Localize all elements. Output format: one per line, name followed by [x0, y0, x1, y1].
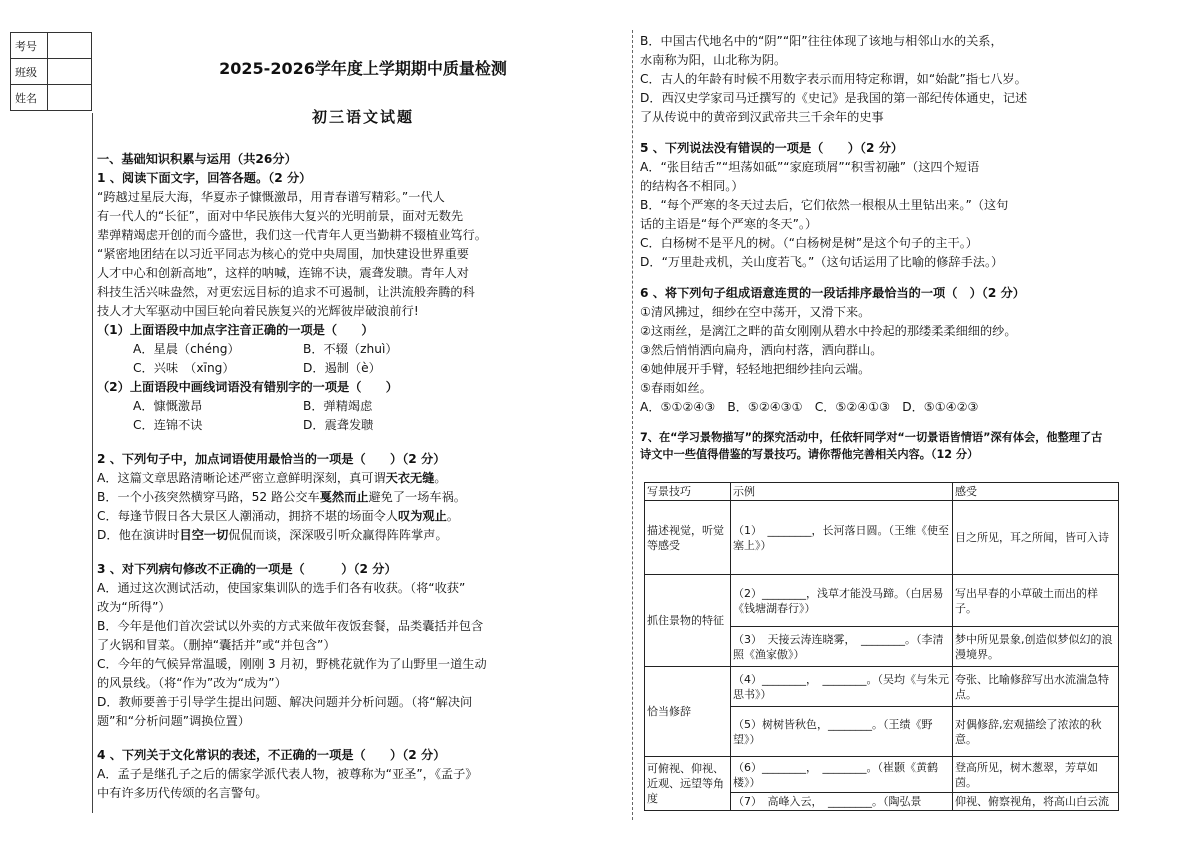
table-header-cell: 写景技巧 [645, 483, 731, 501]
option[interactable]: A．慷慨激昂 [133, 399, 203, 413]
option[interactable]: D．遏制（è） [303, 361, 381, 375]
feeling-cell: 对偶修辞,宏观描绘了浓浓的秋意。 [953, 707, 1119, 757]
question-1-heading: 1 、阅读下面文字，回答各题。（2 分） [97, 171, 312, 185]
option[interactable]: C．兴味 （xīng） [133, 361, 235, 375]
option-line: 话的主语是“每个严寒的冬天”。） [640, 217, 818, 231]
feeling-cell: 夸张、比喻修辞写出水流湍急特点。 [953, 667, 1119, 707]
passage-line: 有一代人的“长征”，面对中华民族伟大复兴的光明前景，面对无数先 [97, 209, 464, 223]
option-row [97, 397, 629, 416]
exam-title: 2025-2026学年度上学期期中质量检测 [219, 59, 507, 78]
feeling-cell: 目之所见，耳之所闻，皆可入诗 [953, 501, 1119, 575]
option-line[interactable]: D．西汉史学家司马迁撰写的《史记》是我国的第一部纪传体通史，记述 [640, 91, 1028, 105]
passage-line: 人才中心和创新高地”，这样的呐喊，连锦不诀，震聋发聩。青年人对 [97, 266, 469, 280]
option-row [97, 416, 629, 435]
class-field[interactable] [48, 59, 92, 85]
example-cell[interactable]: （5）树树皆秋色，________。（王绩《野望》） [731, 707, 953, 757]
dotted-word: 叹为观止 [398, 509, 447, 523]
passage-line: “跨越过星辰大海，华夏赤子慷慨激昂，用青春谱写精彩。”一代人 [97, 190, 445, 204]
column-divider [632, 30, 633, 820]
question-7-heading: 7、在“学习景物描写”的探究活动中，任依轩同学对“一切景语皆情语”深有体会，他整理了古 [640, 431, 1103, 444]
option-line[interactable]: C．白杨树不是平凡的树。（“白杨树是树”是这个句子的主干。） [640, 236, 978, 250]
technique-cell: 描述视觉，听觉等感受 [645, 501, 731, 575]
name-label: 姓名 [11, 85, 48, 111]
option-row [97, 359, 629, 378]
question-1-sub2: （2）上面语段中画线词语没有错别字的一项是（ ） [97, 380, 398, 394]
option[interactable]: B．弹精竭虑 [303, 399, 373, 413]
example-cell[interactable]: （3） 天接云涛连晓雾， ________。（李清照《渔家傲》） [731, 627, 953, 667]
option-line[interactable]: D．“万里赴戎机，关山度若飞。”（这句话运用了比喻的修辞手法。） [640, 255, 1004, 269]
option-line[interactable]: C．今年的气候异常温暖，刚刚 3 月初，野桃花就作为了山野里一道生动 [97, 657, 487, 671]
option-line: 了从传说中的黄帝到汉武帝共三千余年的史事 [640, 110, 884, 124]
option[interactable]: B．不辍（zhuì） [303, 342, 398, 356]
table-row [645, 757, 1119, 793]
option[interactable]: D．震聋发聩 [303, 418, 374, 432]
question-1-sub1: （1）上面语段中加点字注音正确的一项是（ ） [97, 323, 374, 337]
option-line: 改为“所得”） [97, 600, 171, 614]
option-line: 了火锅和冒菜。（删掉“囊括并”或“并包含”） [97, 638, 336, 652]
example-cell[interactable]: （6）________， ________。（崔颢《黄鹤楼》） [731, 757, 953, 793]
right-column [640, 32, 1170, 463]
table-header-cell: 感受 [953, 483, 1119, 501]
question-1-passage [97, 188, 629, 321]
class-label: 班级 [11, 59, 48, 85]
technique-cell: 可俯视、仰视、近观、远望等角度 [645, 757, 731, 811]
feeling-cell: 登高所见，树木葱翠，芳草如茵。 [953, 757, 1119, 793]
question-5-heading: 5 、下列说法没有错误的一项是（ ）（2 分） [640, 141, 904, 155]
sentence-line: ④她伸展开手臂，轻轻地把细纱挂向云端。 [640, 362, 871, 376]
example-cell[interactable]: （4）________， ________。（吴均《与朱元思书》） [731, 667, 953, 707]
option[interactable]: C．每逢节假日各大景区人潮涌动，拥挤不堪的场面令人叹为观止。 [97, 509, 459, 523]
feeling-cell: 写出早春的小草破土而出的样子。 [953, 575, 1119, 627]
name-field[interactable] [48, 85, 92, 111]
exam-subtitle: 初三语文试题 [311, 108, 414, 126]
feeling-cell: 梦中所见景象,创造似梦似幻的浪漫境界。 [953, 627, 1119, 667]
dotted-word: 目空一切 [179, 528, 229, 542]
scenery-techniques-table [644, 482, 1119, 811]
option-line[interactable]: B．中国古代地名中的“阴”“阳”往往体现了该地与相邻山水的关系， [640, 34, 1003, 48]
table-row [645, 501, 1119, 575]
passage-line: 科技生活兴味盎然，对更宏远目标的追求不可遏制，让洪流般奔腾的科 [97, 285, 475, 299]
option[interactable]: A．星晨（chéng） [133, 342, 240, 356]
student-info-box [10, 32, 92, 111]
question-4-heading: 4 、下列关于文化常识的表述，不正确的一项是（ ）（2 分） [97, 748, 446, 762]
dotted-word: 戛然而止 [319, 490, 369, 504]
option-line[interactable]: B．今年是他们首次尝试以外卖的方式来做年夜饭套餐，品类囊括并包含 [97, 619, 484, 633]
table-row [645, 667, 1119, 707]
option-line[interactable]: C．古人的年龄有时候不用数字表示而用特定称谓，如“始龀”指七八岁。 [640, 72, 1027, 86]
exam-number-label: 考号 [11, 33, 48, 59]
sentence-line: ⑤春雨如丝。 [640, 381, 712, 395]
option-line: 水南称为阳，山北称为阴。 [640, 53, 787, 67]
option[interactable]: A．这篇文章思路清晰论述严密立意鲜明深刻，真可谓天衣无缝。 [97, 471, 447, 485]
example-cell[interactable]: （1） ________，长河落日圆。（王维《使至塞上》） [731, 501, 953, 575]
option-line[interactable]: B．“每个严寒的冬天过去后，它们依然一根根从土里钻出来。”（这句 [640, 198, 1009, 212]
table-row [645, 575, 1119, 627]
option-line: 中有许多历代传颂的名言警句。 [97, 786, 268, 800]
sentence-line: ③然后悄悄洒向扁舟，洒向村落，洒向群山。 [640, 343, 883, 357]
option-line: 的风景线。（将“作为”改为“成为”） [97, 676, 287, 690]
option[interactable]: B．一个小孩突然横穿马路，52 路公交车戛然而止避免了一场车祸。 [97, 490, 466, 504]
option-line: 的结构各不相同。） [640, 179, 744, 193]
question-3-heading: 3 、对下列病句修改不正确的一项是（ ）（2 分） [97, 562, 397, 576]
option-line[interactable]: A．孟子是继孔子之后的儒家学派代表人物，被尊称为“亚圣”，《孟子》 [97, 767, 478, 781]
option-line[interactable]: D．教师要善于引导学生提出问题、解决问题并分析问题。（将“解决问 [97, 695, 473, 709]
dotted-word: 天衣无缝 [385, 471, 435, 485]
technique-cell: 抓住景物的特征 [645, 575, 731, 667]
example-cell[interactable]: （7） 高峰入云， ________。（陶弘景 [731, 793, 953, 811]
table-header-cell: 示例 [731, 483, 953, 501]
question-7-heading: 诗文中一些值得借鉴的写景技巧。请你帮他完善相关内容。（12 分） [640, 448, 979, 461]
question-2-heading: 2 、下列句子中，加点词语使用最恰当的一项是（ ）（2 分） [97, 452, 446, 466]
binding-line [92, 113, 93, 813]
option-line[interactable]: A．“张目结舌”“坦荡如砥”“家庭琐屑”“积雪初融”（这四个短语 [640, 160, 980, 174]
option[interactable]: D．他在演讲时目空一切侃侃而谈，深深吸引听众赢得阵阵掌声。 [97, 528, 448, 542]
option-row [97, 340, 629, 359]
passage-line: 辈弹精竭虑开创的而今盛世，我们这一代青年人更当勤耕不辍植业笃行。 [97, 228, 487, 242]
option-line: 题”和“分析问题”调换位置） [97, 714, 251, 728]
technique-cell: 恰当修辞 [645, 667, 731, 757]
feeling-cell: 仰视、俯察视角，将高山白云流 [953, 793, 1119, 811]
left-column [97, 150, 629, 803]
option[interactable]: C．连锦不诀 [133, 418, 203, 432]
passage-line: “紧密地团结在以习近平同志为核心的党中央周围，加快建设世界重要 [97, 247, 469, 261]
options-line[interactable]: A．⑤①②④③ B．⑤②④③① C．⑤②④①③ D．⑤①④②③ [640, 400, 979, 414]
sentence-line: ②这雨丝，是漓江之畔的苗女刚刚从碧水中拎起的那缕柔柔细细的纱。 [640, 324, 1017, 338]
question-6-heading: 6 、将下列句子组成语意连贯的一段话排序最恰当的一项（ ）（2 分） [640, 286, 1025, 300]
option-line[interactable]: A．通过这次测试活动，使国家集训队的选手们各有收获。（将“收获” [97, 581, 466, 595]
section-heading: 一、基础知识积累与运用（共26分） [97, 152, 297, 166]
passage-line: 技人才大军驱动中国巨轮向着民族复兴的光辉彼岸破浪前行! [97, 304, 419, 318]
sentence-line: ①清风拂过，细纱在空中荡开，又滑下来。 [640, 305, 871, 319]
exam-number-field[interactable] [48, 33, 92, 59]
example-cell[interactable]: （2）________，浅草才能没马蹄。（白居易《钱塘湖春行》） [731, 575, 953, 627]
